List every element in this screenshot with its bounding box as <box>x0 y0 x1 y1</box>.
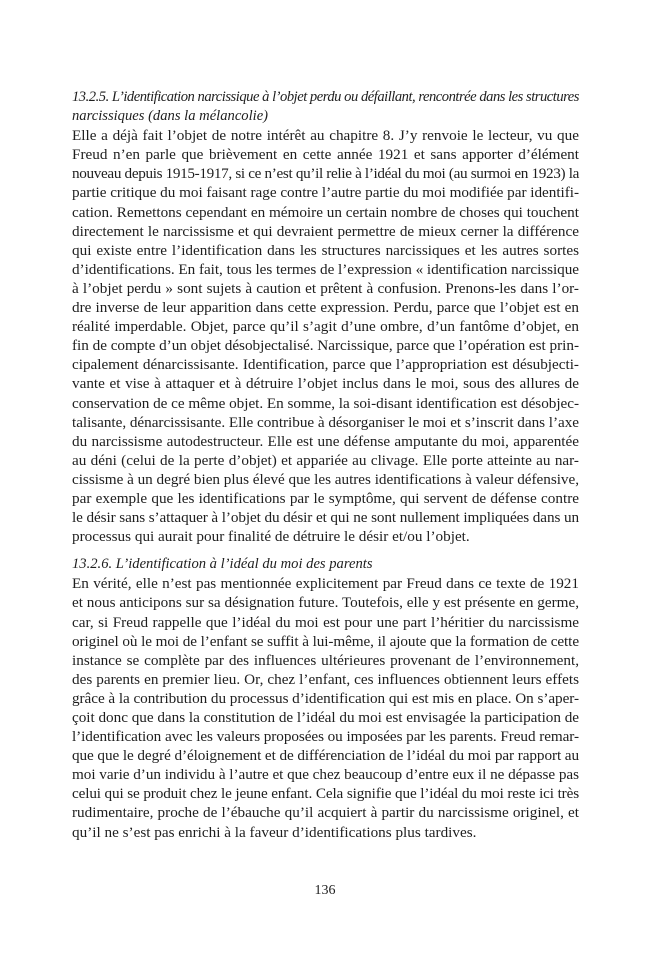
text-line: grâce à la contribution du processus d’identification qui est mis en place. On s’aper- <box>72 689 579 707</box>
text-line: nouveau depuis 1915-1917, si ce n’est qu’il relie à l’idéal du moi (au surmoi en 1923) la <box>72 165 579 183</box>
text-line: cipalement dénarcissisante. Identification, parce que l’appropriation est désubjecti- <box>72 356 579 374</box>
page-body <box>72 88 579 842</box>
text-line: çoit donc que dans la constitution de l’idéal du moi est envisagée la participation de <box>72 709 579 726</box>
text-line: originel où le moi de l’enfant se suffit à lui-même, il ajoute que la formation de cette <box>72 632 579 650</box>
section-spacer <box>72 546 579 555</box>
text-line: au déni (celui de la perte d’objet) et appariée au clivage. Elle porte atteinte au nar- <box>72 451 579 469</box>
text-line: processus qui aurait pour finalité de détruire le désir et/ou l’objet. <box>72 528 470 546</box>
section-paragraph-13-2-6 <box>72 574 579 841</box>
text-line: talisante, dénarcissisante. Elle contribue à désorganiser le moi et s’inscrit dans l’axe <box>72 413 579 431</box>
text-line: cissisme à un degré bien plus élevé que les autres identifications à valeur défensive, <box>72 470 579 488</box>
text-line: instance se complète par des influences ultérieures provenant de l’environnement, <box>72 651 579 669</box>
text-line: Elle a déjà fait l’objet de notre intérêt au chapitre 8. J’y renvoie le lecteur, vu que <box>72 127 579 145</box>
text-line: réalité imperdable. Objet, parce qu’il s’agit d’une ombre, d’un fantôme d’objet, en <box>72 318 579 336</box>
text-line: et nous anticipons sur sa désignation future. Toutefois, elle y est présente en germe, <box>72 594 579 612</box>
text-line: fin de compte d’un objet désobjectalisé. Narcissique, parce que l’opération est prin- <box>72 337 579 355</box>
text-line: le désir sans s’attaquer à l’objet du désir et qui ne sont nullement impliquées dans un <box>72 509 579 527</box>
text-line: à l’objet perdu » sont sujets à caution et prêtent à confusion. Prenons-les dans l’or- <box>72 279 579 297</box>
text-line: moi varie d’un individu à l’autre et que chez beaucoup d’entre eux il ne dépasse pas <box>72 766 579 784</box>
text-line: En vérité, elle n’est pas mentionnée explicitement par Freud dans ce texte de 1921 <box>72 575 579 593</box>
heading-line: 13.2.5. L’identification narcissique à l’objet perdu ou défaillant, rencontrée dans les structures <box>72 89 579 105</box>
text-line: l’identification avec les valeurs proposées ou imposées par les parents. Freud remar- <box>72 728 579 746</box>
text-line: cation. Remettons cependant en mémoire un certain nombre de choses qui touchent <box>72 203 579 221</box>
text-line: directement le narcissisme et qui devraient permettre de mieux cerner la différence <box>72 222 579 240</box>
text-line: Freud n’en parle que brièvement en cette année 1921 et sans apporter d’élément <box>72 146 579 164</box>
page-number: 136 <box>314 883 336 898</box>
text-line: d’identifications. En fait, tous les termes de l’expression « identification narcissique <box>72 260 579 278</box>
text-line: par exemple que les identifications par le symptôme, qui servent de défense contre <box>72 489 579 507</box>
heading-line: 13.2.6. L’identification à l’idéal du moi des parents <box>72 556 373 573</box>
text-line: car, si Freud rappelle que l’idéal du moi est pour une part l’héritier du narcissisme <box>72 613 579 631</box>
section-paragraph-13-2-5 <box>72 126 579 546</box>
text-line: qu’il ne s’est pas enrichi à la faveur d’identifications plus tardives. <box>72 823 477 841</box>
section-heading-13-2-6 <box>72 555 579 574</box>
section-heading-13-2-5 <box>72 88 579 126</box>
text-line: celui qui se produit chez le jeune enfant. Cela signifie que l’idéal du moi reste ici très <box>72 785 579 803</box>
text-line: des parents en premier lieu. Or, chez l’enfant, ces influences obtiennent leurs effets <box>72 670 579 688</box>
text-line: du narcissisme autodestructeur. Elle est une défense amputante du moi, apparentée <box>72 432 579 450</box>
text-line: dre inverse de leur apparition dans cette expression. Perdu, parce que l’objet est en <box>72 299 579 317</box>
text-line: rudimentaire, proche de l’ébauche qu’il acquiert à partir du narcissisme originel, et <box>72 804 579 822</box>
text-line: partie critique du moi faisant rage contre l’autre partie du moi modifiée par identifi- <box>72 184 579 202</box>
text-line: qui existe entre l’identification dans les structures narcissiques et les autres sortes <box>72 241 579 259</box>
text-line: conservation de ce même objet. En somme, la soi-disant identification est désobjec- <box>72 394 579 412</box>
text-line: que que le degré d’éloignement et de différenciation de l’idéal du moi par rapport au <box>72 747 579 765</box>
text-line: vante et vise à attaquer et à détruire l’objet inclus dans le moi, sous des allures de <box>72 375 579 393</box>
heading-line: narcissiques (dans la mélancolie) <box>72 108 269 125</box>
